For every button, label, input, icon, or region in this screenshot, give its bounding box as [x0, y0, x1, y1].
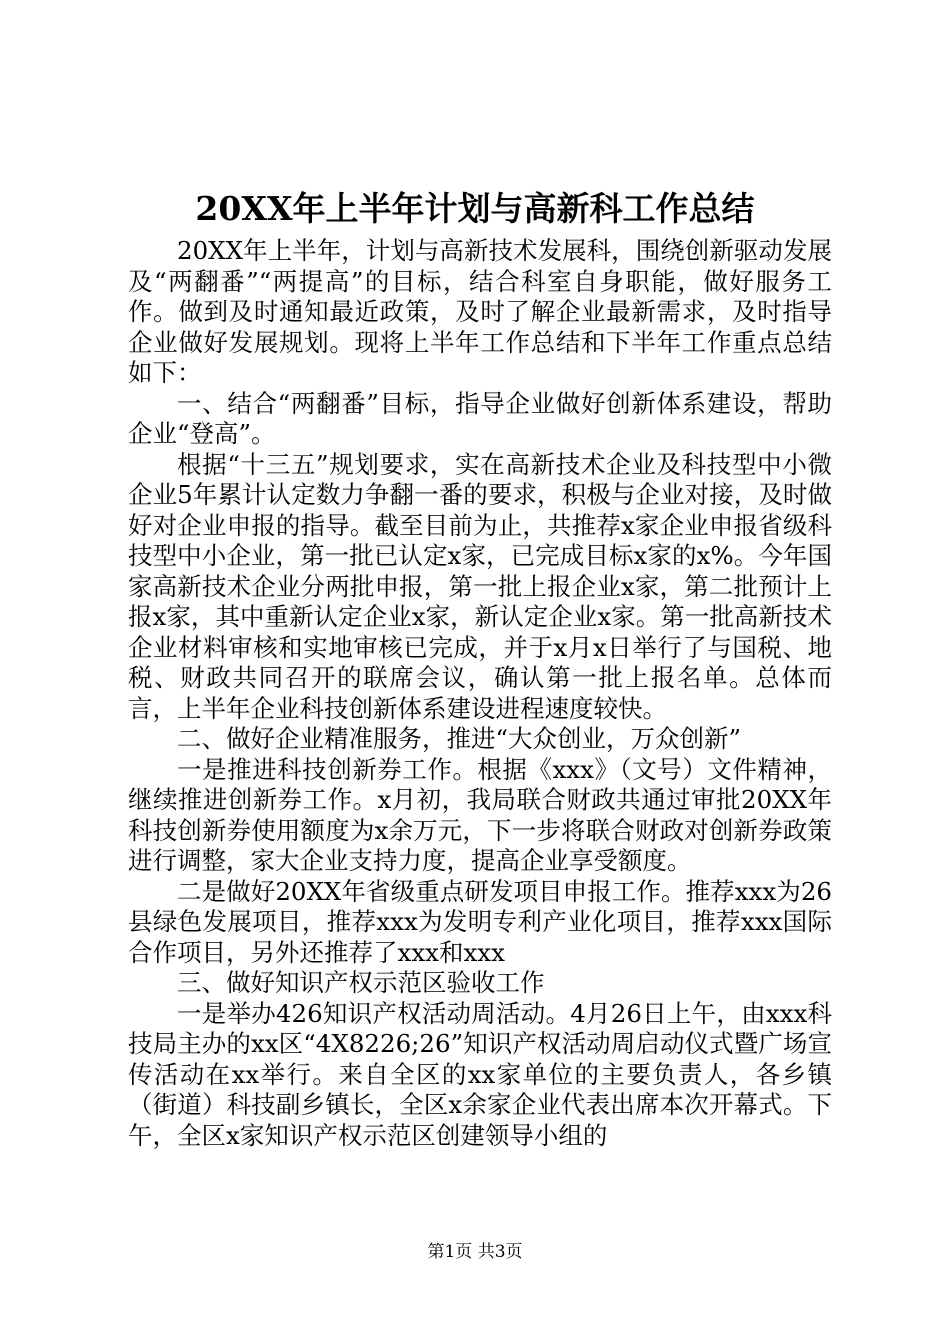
paragraph-section-1: 根据“十三五”规划要求，实在高新技术企业及科技型中小微企业5年累计认定数力争翻一番的要求，积极与企业对接，及时做好对企业申报的指导。截至目前为止，共推荐x家企业申报省级科技型中小企业，第一批已认定x家，已完成目标x家的x%。今年国家高新技术企业分两批申报，第一批上报企业x家，第二批预计上报x家，其中重新认定企业x家，新认定企业x家。第一批高新技术企业材料审核和实地审核已完成，并于x月x日举行了与国税、地税、财政共同召开的联席会议，确认第一批上报名单。总体而言，上半年企业科技创新体系建设进程速度较快。 [128, 449, 832, 723]
paragraph-intro: 20XX年上半年，计划与高新技术发展科，围绕创新驱动发展及“两翻番”“两提高”的目标，结合科室自身职能，做好服务工作。做到及时通知最近政策，及时了解企业最新需求，及时指导企业做好发展规划。现将上半年工作总结和下半年工作重点总结如下： [128, 236, 832, 387]
section-heading-3: 三、做好知识产权示范区验收工作 [177, 968, 545, 997]
section-heading-2: 二、做好企业精准服务，推进“大众创业，万众创新” [177, 724, 742, 753]
page-indicator: 第1页 共3页 [427, 1242, 523, 1262]
document-title: 20XX年上半年计划与高新科工作总结 [195, 189, 755, 228]
paragraph-section-3-item-1: 一是举办426知识产权活动周活动。4月26日上午，由xxx科技局主办的xx区“4X8226;26”知识产权活动周启动仪式暨广场宣传活动在xx举行。来自全区的xx家单位的主要负责人，各乡镇（街道）科技副乡镇长，全区x余家企业代表出席本次开幕式。下午，全区x家知识产权示范区创建领导小组的 [128, 998, 832, 1150]
paragraph-section-2-item-2: 二是做好20XX年省级重点研发项目申报工作。推荐xxx为26县绿色发展项目，推荐xxx为发明专利产业化项目，推荐xxx国际合作项目，另外还推荐了xxx和xxx [128, 876, 832, 967]
paragraph-section-2-item-1: 一是推进科技创新券工作。根据《xxx》（文号）文件精神，继续推进创新券工作。x月初，我局联合财政共通过审批20XX年科技创新券使用额度为x余万元，下一步将联合财政对创新券政策进行调整，家大企业支持力度，提高企业享受额度。 [128, 754, 832, 875]
page-footer [0, 1240, 950, 1264]
section-heading-1: 一、结合“两翻番”目标，指导企业做好创新体系建设，帮助企业“登高”。 [128, 388, 832, 448]
document-body [128, 236, 832, 1151]
